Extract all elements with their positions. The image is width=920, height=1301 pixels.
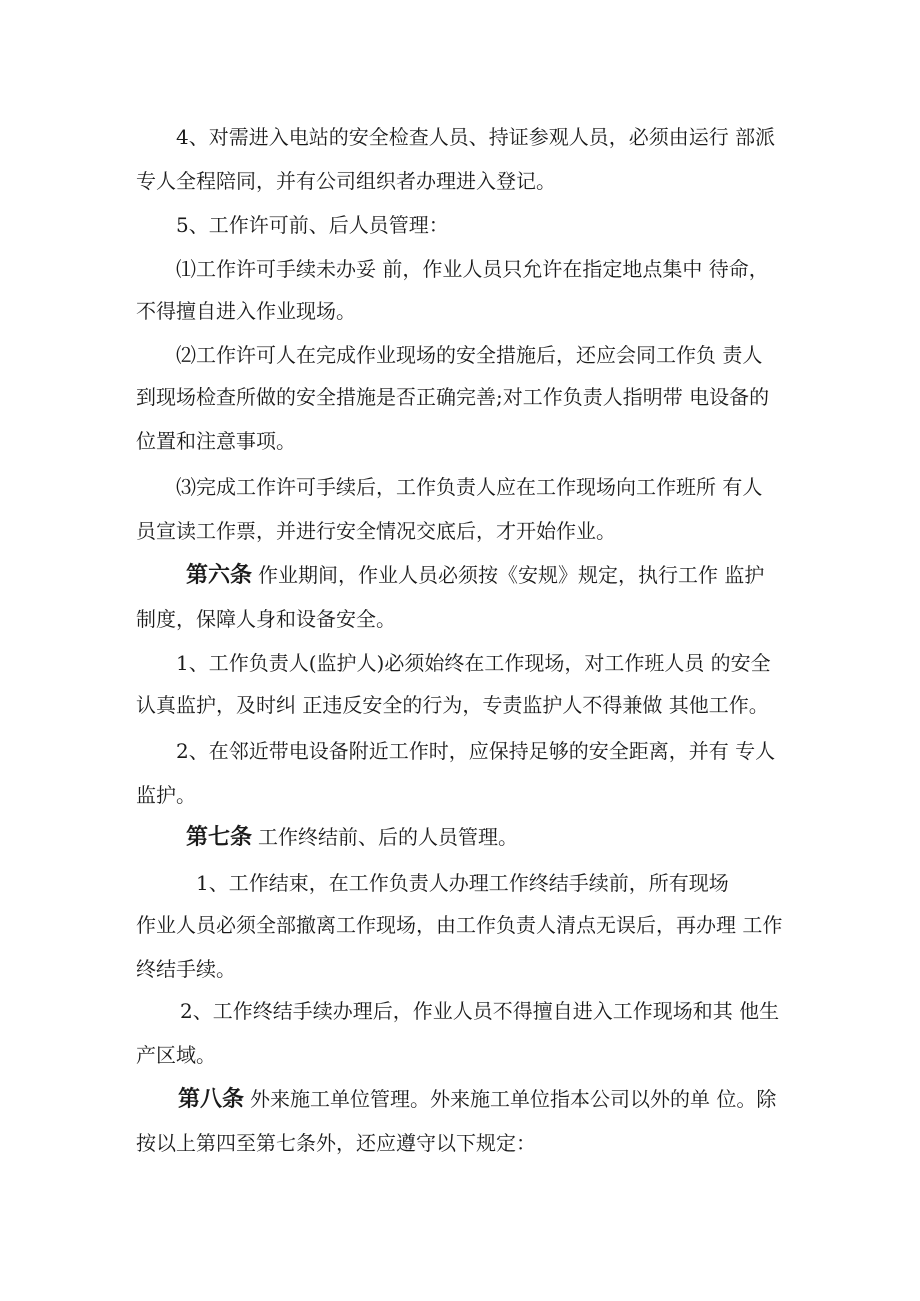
text-line: 到现场检查所做的安全措施是否正确完善;对工作负责人指明带 电设备的 [136, 385, 770, 409]
text-line: 认真监护，及时纠 正违反安全的行为，专责监护人不得兼做 其他工作。 [136, 693, 769, 717]
text-line: 制度，保障人身和设备安全。 [136, 607, 396, 631]
article-text: 工作终结前、后的人员管理。 [258, 825, 519, 849]
text-line: 产区域。 [136, 1043, 216, 1067]
text-line: ⑵工作许可人在完成作业现场的安全措施后，还应会同工作负 责人 [176, 343, 763, 367]
article-heading [186, 824, 518, 851]
text-line: 监护。 [136, 783, 196, 807]
text-line: 5、工作许可前、后人员管理： [176, 213, 449, 237]
text-line: 2、工作终结手续办理后，作业人员不得擅自进入工作现场和其 他生 [180, 999, 780, 1023]
text-line: ⑶完成工作许可手续后，工作负责人应在工作现场向工作班所 有人 [176, 475, 763, 499]
article-heading [186, 562, 764, 589]
article-heading [178, 1086, 776, 1113]
article-text: 作业期间，作业人员必须按《安规》规定，执行工作 监护 [258, 563, 765, 587]
article-label: 第六条 [186, 563, 253, 588]
text-line: ⑴工作许可手续未办妥 前，作业人员只允许在指定地点集中 待命， [176, 257, 769, 281]
article-label: 第八条 [178, 1087, 245, 1112]
article-text: 外来施工单位管理。外来施工单位指本公司以外的单 位。除 [250, 1087, 777, 1111]
text-line: 专人全程陪同，并有公司组织者办理进入登记。 [136, 169, 556, 193]
text-line: 终结手续。 [136, 957, 236, 981]
text-line: 1、工作结束，在工作负责人办理工作终结手续前，所有现场 [196, 871, 729, 895]
article-label: 第七条 [186, 825, 253, 850]
text-line: 作业人员必须全部撤离工作现场，由工作负责人清点无误后，再办理 工作 [136, 913, 783, 937]
text-line: 位置和注意事项。 [136, 429, 296, 453]
text-line: 按以上第四至第七条外，还应遵守以下规定： [136, 1131, 536, 1155]
text-line: 4、对需进入电站的安全检查人员、持证参观人员，必须由运行 部派 [176, 125, 776, 149]
text-line: 1、工作负责人(监护人)必须始终在工作现场，对工作班人员 的安全 [176, 651, 771, 675]
text-line: 员宣读工作票，并进行安全情况交底后，才开始作业。 [136, 519, 616, 543]
text-line: 2、在邻近带电设备附近工作时，应保持足够的安全距离，并有 专人 [176, 739, 776, 763]
text-line: 不得擅自进入作业现场。 [136, 299, 356, 323]
